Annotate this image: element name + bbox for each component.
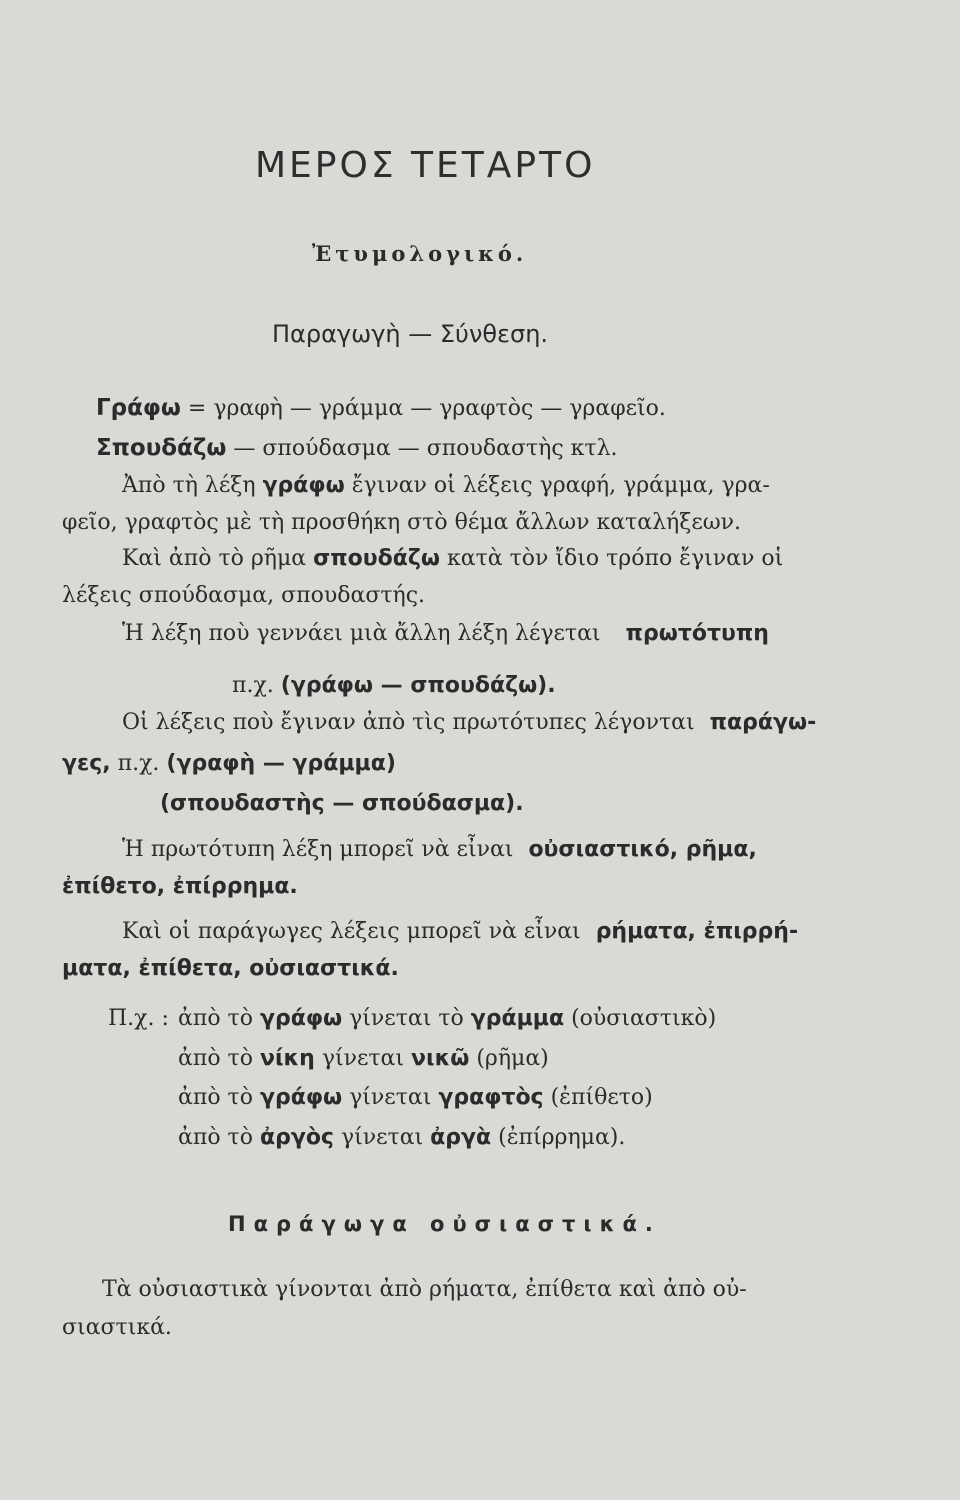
paragraph-line: σιαστικά. [62,1315,172,1340]
bold-word: ἀργὸς [259,1125,334,1150]
text-span: Καὶ ἀπὸ τὸ ρῆμα [122,546,314,571]
bold-word: γράμμα [470,1006,565,1031]
text-span: Οἱ λέξεις ποὺ ἔγιναν ἀπὸ τὶς πρωτότυπες λέγονται [122,710,702,735]
bold-word: πρωτότυπη [625,621,769,646]
text-span: (ἐπίθετο) [543,1085,653,1110]
paragraph-line [122,709,816,737]
bold-word: οὐσιαστικό, ρῆμα, [528,837,757,862]
text-span: Ἀπὸ τὴ λέξη [122,473,263,498]
paragraph-line [122,918,798,946]
text-span: γίνεται [342,1085,439,1110]
section-title: Παραγωγὴ — Σύνθεση. [272,320,549,348]
text-span: (οὐσιαστικὸ) [564,1006,717,1031]
bold-word: γραφτὸς [438,1085,544,1110]
example-row [178,1084,653,1112]
paragraph-line [122,836,757,864]
paragraph-line [62,750,396,778]
paragraph-line: Τὰ οὐσιαστικὰ γίνονται ἀπὸ ρήματα, ἐπίθετα καὶ ἀπὸ οὐ- [102,1277,747,1302]
text-span: ἀπὸ τὸ [178,1046,260,1071]
bold-word: γες, [62,751,111,776]
text-span: ἀπὸ τὸ [178,1006,260,1031]
section-heading-derived-nouns: Παράγωγα οὐσιαστικά. [228,1212,661,1236]
bold-word: νίκη [259,1046,315,1071]
text-span: Ἡ πρωτότυπη λέξη μπορεῖ νὰ εἶναι [122,837,521,862]
text-span: (ἐπίρρημα). [491,1125,626,1150]
bold-word: γράφω [262,473,345,498]
paragraph-line: ἐπίθετο, ἐπίρρημα. [62,874,298,899]
paragraph-line [122,472,770,500]
text-span: (ρῆμα) [469,1046,549,1071]
paragraph-line [122,545,783,573]
text-span: γίνεται τὸ [342,1006,471,1031]
text-span: Καὶ οἱ παράγωγες λέξεις μπορεῖ νὰ εἶναι [122,919,588,944]
bold-word: νικῶ [411,1046,470,1071]
paragraph-line: φεῖο, γραφτὸς μὲ τὴ προσθήκη στὸ θέμα ἄλλων καταλήξεων. [62,510,742,535]
paragraph-line: ματα, ἐπίθετα, οὐσιαστικά. [62,956,399,981]
example-label: Π.χ. : [108,1006,169,1031]
text-span: ἀπὸ τὸ [178,1125,260,1150]
text-span: ἀπὸ τὸ [178,1085,260,1110]
bold-word: Σπουδάζω [96,435,227,461]
paragraph-line: λέξεις σπούδασμα, σπουδαστής. [62,583,426,608]
example-row [178,1005,716,1033]
bold-word: (γραφὴ — γράμμα) [166,751,396,776]
chapter-subtitle: Ἐτυμολογικό. [312,241,528,266]
text-span: = γραφὴ — γράμμα — γραφτὸς — γραφεῖο. [180,396,666,421]
paragraph-line [232,672,556,700]
bold-word: παράγω- [709,710,817,735]
text-span: κατὰ τὸν ἴδιο τρόπο ἔγιναν οἱ [440,546,784,571]
paragraph-line: (σπουδαστὴς — σπούδασμα). [160,791,524,816]
text-span: γίνεται [333,1125,431,1150]
text-span: — σπούδασμα — σπουδαστὴς κτλ. [226,436,618,461]
text-span: π.χ. [110,751,167,776]
part-title: ΜΕΡΟΣ ΤΕΤΑΡΤΟ [255,145,596,186]
text-span: ἔγιναν οἱ λέξεις γραφή, γράμμα, γρα- [344,473,770,498]
bold-word: Γράφω [96,395,181,421]
text-span: π.χ. [232,673,281,698]
bold-word: ἀργὰ [430,1125,492,1150]
bold-word: γράφω [259,1006,343,1031]
example-row [178,1045,549,1073]
example-line-spoudazo [96,434,618,463]
bold-word: γράφω [259,1085,343,1110]
example-row [178,1124,625,1152]
text-span: Ἡ λέξη ποὺ γεννάει μιὰ ἄλλη λέξη λέγεται [122,621,608,646]
bold-word: (γράφω — σπουδάζω). [280,673,556,698]
text-span: γίνεται [314,1046,412,1071]
example-line-grafo [96,394,666,423]
bold-word: ρήματα, ἐπιρρή- [595,919,799,944]
bold-word: σπουδάζω [313,546,440,571]
paragraph-line [122,620,769,648]
